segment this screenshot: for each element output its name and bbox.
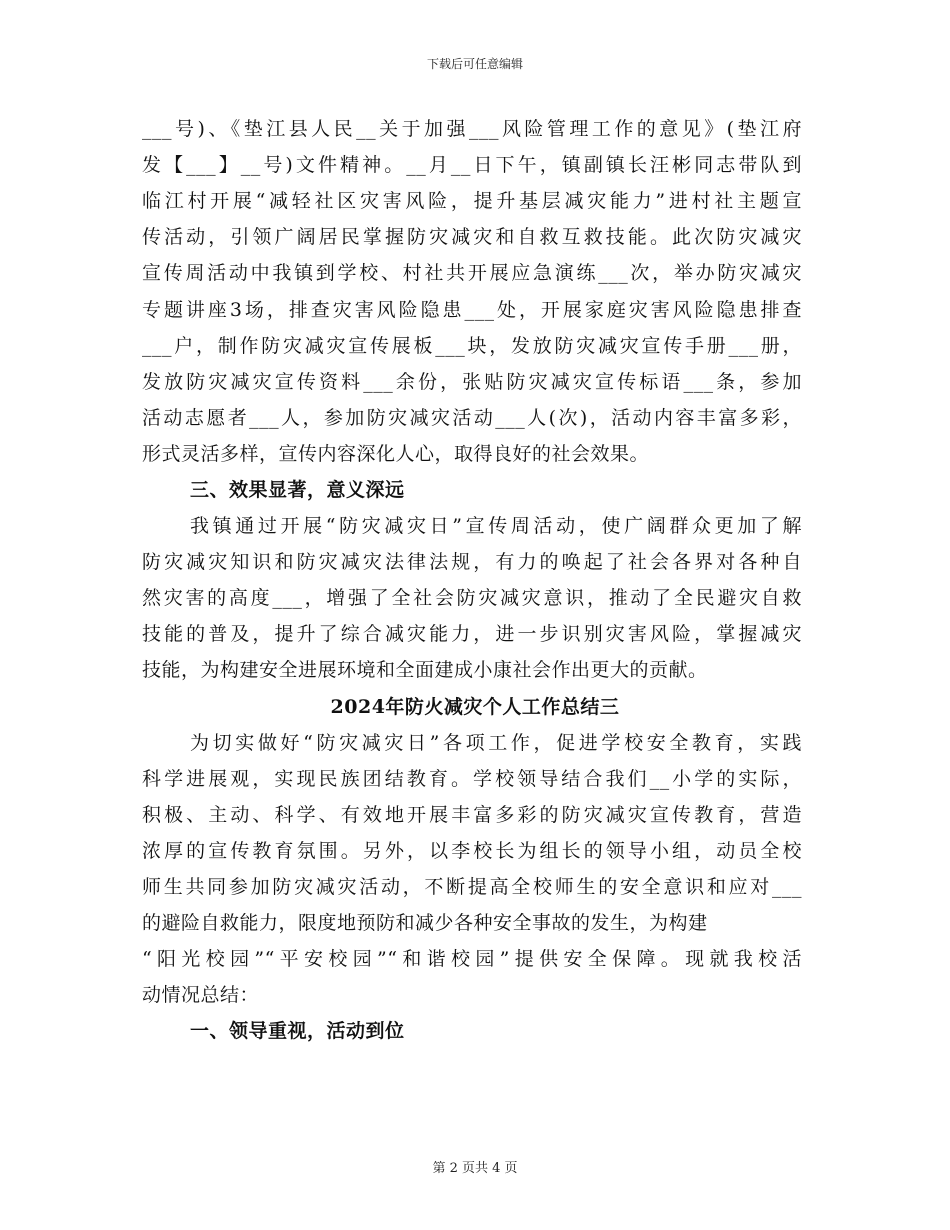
body-line: 然灾害的高度___，增强了全社会防灾减灾意识，推动了全民避灾自救 [142,587,802,609]
body-line: 的避险自救能力，限度地预防和减少各种安全事故的发生，为构建 [142,912,708,934]
body-line: ___号)、《垫江县人民__关于加强___风险管理工作的意见》(垫江府 [142,118,802,140]
paragraph-first-line: 为切实做好“防灾减灾日”各项工作，促进学校安全教育，实践 [190,732,802,754]
body-line: 师生共同参加防灾减灾活动，不断提高全校师生的安全意识和应对___ [142,876,802,898]
body-line: 科学进展观，实现民族团结教育。学校领导结合我们__小学的实际， [142,768,802,790]
document-title: 2024年防火减灾个人工作总结三 [330,696,620,718]
body-line: 技能，为构建安全进展环境和全面建成小康社会作出更大的贡献。 [142,659,708,681]
body-line: 专题讲座3场，排查灾害风险隐患___处，开展家庭灾害风险隐患排查 [142,299,802,321]
body-line: 形式灵活多样，宣传内容深化人心，取得良好的社会效果。 [142,443,650,465]
body-line: 活动志愿者___人，参加防灾减灾活动___人(次)，活动内容丰富多彩， [142,407,802,429]
body-line: 浓厚的宣传教育氛围。另外，以李校长为组长的领导小组，动员全校 [142,840,802,862]
page-footer: 第 2 页共 4 页 [432,1161,518,1176]
body-line: 宣传周活动中我镇到学校、村社共开展应急演练___次，举办防灾减灾 [142,262,802,284]
body-line: 技能的普及，提升了综合减灾能力，进一步识别灾害风险，掌握减灾 [142,623,802,645]
section-heading: 三、效果显著，意义深远 [190,479,405,501]
page-header: 下载后可任意编辑 [426,57,523,71]
paragraph-first-line: 我镇通过开展“防灾减灾日”宣传周活动，使广阔群众更加了解 [190,515,802,537]
body-line: 临江村开展“减轻社区灾害风险，提升基层减灾能力”进村社主题宣 [142,190,802,212]
body-line: 传活动，引领广阔居民掌握防灾减灾和自救互救技能。此次防灾减灾 [142,226,802,248]
body-line: 防灾减灾知识和防灾减灾法律法规，有力的唤起了社会各界对各种自 [142,551,802,573]
section-heading: 一、领导重视，活动到位 [190,1020,405,1042]
body-line: 积极、主动、科学、有效地开展丰富多彩的防灾减灾宣传教育，营造 [142,804,802,826]
body-line: 发放防灾减灾宣传资料___余份，张贴防灾减灾宣传标语___条，参加 [142,371,802,393]
body-line: ___户，制作防灾减灾宣传展板___块，发放防灾减灾宣传手册___册， [142,335,802,357]
body-line: 动情况总结： [142,984,260,1006]
body-line: “阳光校园”“平安校园”“和谐校园”提供安全保障。现就我校活 [142,948,802,970]
body-line: 发【___】__号)文件精神。__月__日下午，镇副镇长汪彬同志带队到 [142,154,802,176]
